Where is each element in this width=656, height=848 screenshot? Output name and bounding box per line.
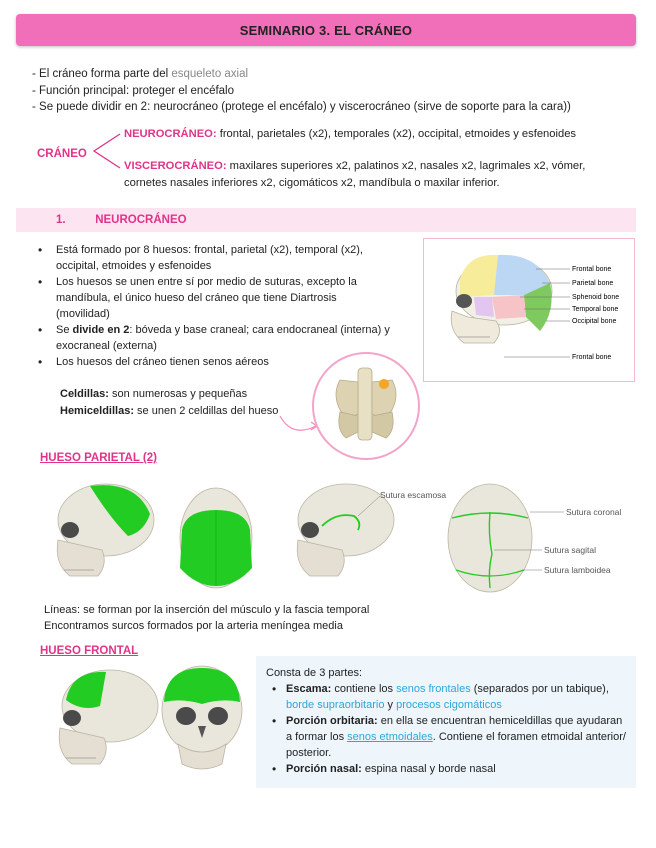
parietal-heading: HUESO PARIETAL (2) xyxy=(40,452,157,464)
label-sutura-coronal: Sutura coronal xyxy=(566,507,622,517)
list-item: • Está formado por 8 huesos: frontal, parietal (x2), temporal (x2), occipital, etmoides y esfenoides xyxy=(32,242,392,274)
craneo-label: CRÁNEO xyxy=(37,148,87,160)
viscerocraneo-definition: VISCEROCRÁNEO: maxilares superiores x2, palatinos x2, nasales x2, lagrimales x2, vómer, cornetes nasales inferiores x2, cigomáticos x2, mandíbula o maxilar inferior. xyxy=(124,160,586,189)
parietal-sutures-top-skull xyxy=(448,484,564,592)
intro-line-3: - Se puede dividir en 2: neurocráneo (protege el encéfalo) y viscerocráneo (sirve de soporte para la cara)) xyxy=(32,101,571,113)
parietal-note-1: Líneas: se forman por la inserción del músculo y la fascia temporal xyxy=(44,604,370,616)
list-item: • Porción nasal: espina nasal y borde nasal xyxy=(266,761,626,777)
label-frontal-lower: Frontal bone xyxy=(572,354,612,361)
frontal-anterior-skull xyxy=(162,666,242,769)
list-item: • Se divide en 2: bóveda y base craneal; cara endocraneal (interna) y exocraneal (externa) xyxy=(32,322,392,354)
list-item: • Porción orbitaria: en ella se encuentran hemiceldillas que ayudaran a formar los senos etmoidales. Contiene el foramen etmoidal anterior/ posterior. xyxy=(266,713,626,761)
skull-bones-diagram xyxy=(423,238,635,382)
label-sutura-escamosa: Sutura escamosa xyxy=(380,490,447,500)
label-occipital: Occipital bone xyxy=(572,318,617,325)
frontal-parts-box xyxy=(256,656,636,788)
label-sutura-sagital: Sutura sagital xyxy=(544,545,596,555)
frontal-lateral-skull xyxy=(59,670,158,764)
page-title-bar xyxy=(16,14,636,46)
label-frontal: Frontal bone xyxy=(572,266,612,273)
hemiceldillas-line: Hemiceldillas: se unen 2 celdillas del hueso xyxy=(60,405,279,417)
celdillas-notes xyxy=(60,386,278,420)
label-sutura-lamboidea: Sutura lamboidea xyxy=(544,565,611,575)
frontal-illustrations xyxy=(42,660,252,786)
list-item: • Los huesos del cráneo tienen senos aéreos xyxy=(32,354,392,370)
intro-line-1: - El cráneo forma parte del esqueleto axial xyxy=(32,68,249,80)
neurocraneo-definition: NEUROCRÁNEO: frontal, parietales (x2), temporales (x2), occipital, etmoides y esfenoides xyxy=(124,128,577,140)
colored-skull-illustration xyxy=(424,239,634,381)
parietal-illustrations xyxy=(36,474,632,598)
division-brace-icon xyxy=(88,131,122,171)
esqueleto-axial-term: esqueleto axial xyxy=(171,68,249,80)
page-title: SEMINARIO 3. EL CRÁNEO xyxy=(239,22,413,38)
list-item: • Escama: contiene los senos frontales (separados por un tabique), borde supraorbitario y procesos cigomáticos xyxy=(266,681,626,713)
neurocraneo-bullets xyxy=(32,242,392,370)
frontal-heading: HUESO FRONTAL xyxy=(40,645,139,657)
parietal-lateral-skull xyxy=(57,484,154,576)
parietal-superior-skull xyxy=(180,488,252,588)
intro-list xyxy=(32,66,571,116)
label-sphenoid: Sphenoid bone xyxy=(572,294,620,301)
section-neurocraneo-heading: 1. NEUROCRÁNEO xyxy=(16,208,636,232)
parietal-note-2: Encontramos surcos formados por la arteria meníngea media xyxy=(44,620,343,632)
celdillas-line: Celdillas: son numerosas y pequeñas xyxy=(60,388,248,400)
ethmoid-cells-image xyxy=(312,352,420,460)
label-temporal: Temporal bone xyxy=(572,306,619,313)
parietal-notes xyxy=(44,602,369,634)
intro-line-2: - Función principal: proteger el encéfalo xyxy=(32,84,235,97)
label-parietal: Parietal bone xyxy=(572,280,614,287)
list-item: • Los huesos se unen entre sí por medio de suturas, excepto la mandíbula, el único hueso del cráneo que tiene Diartrosis (movilidad) xyxy=(32,274,392,322)
frontal-intro: Consta de 3 partes: xyxy=(266,667,363,679)
